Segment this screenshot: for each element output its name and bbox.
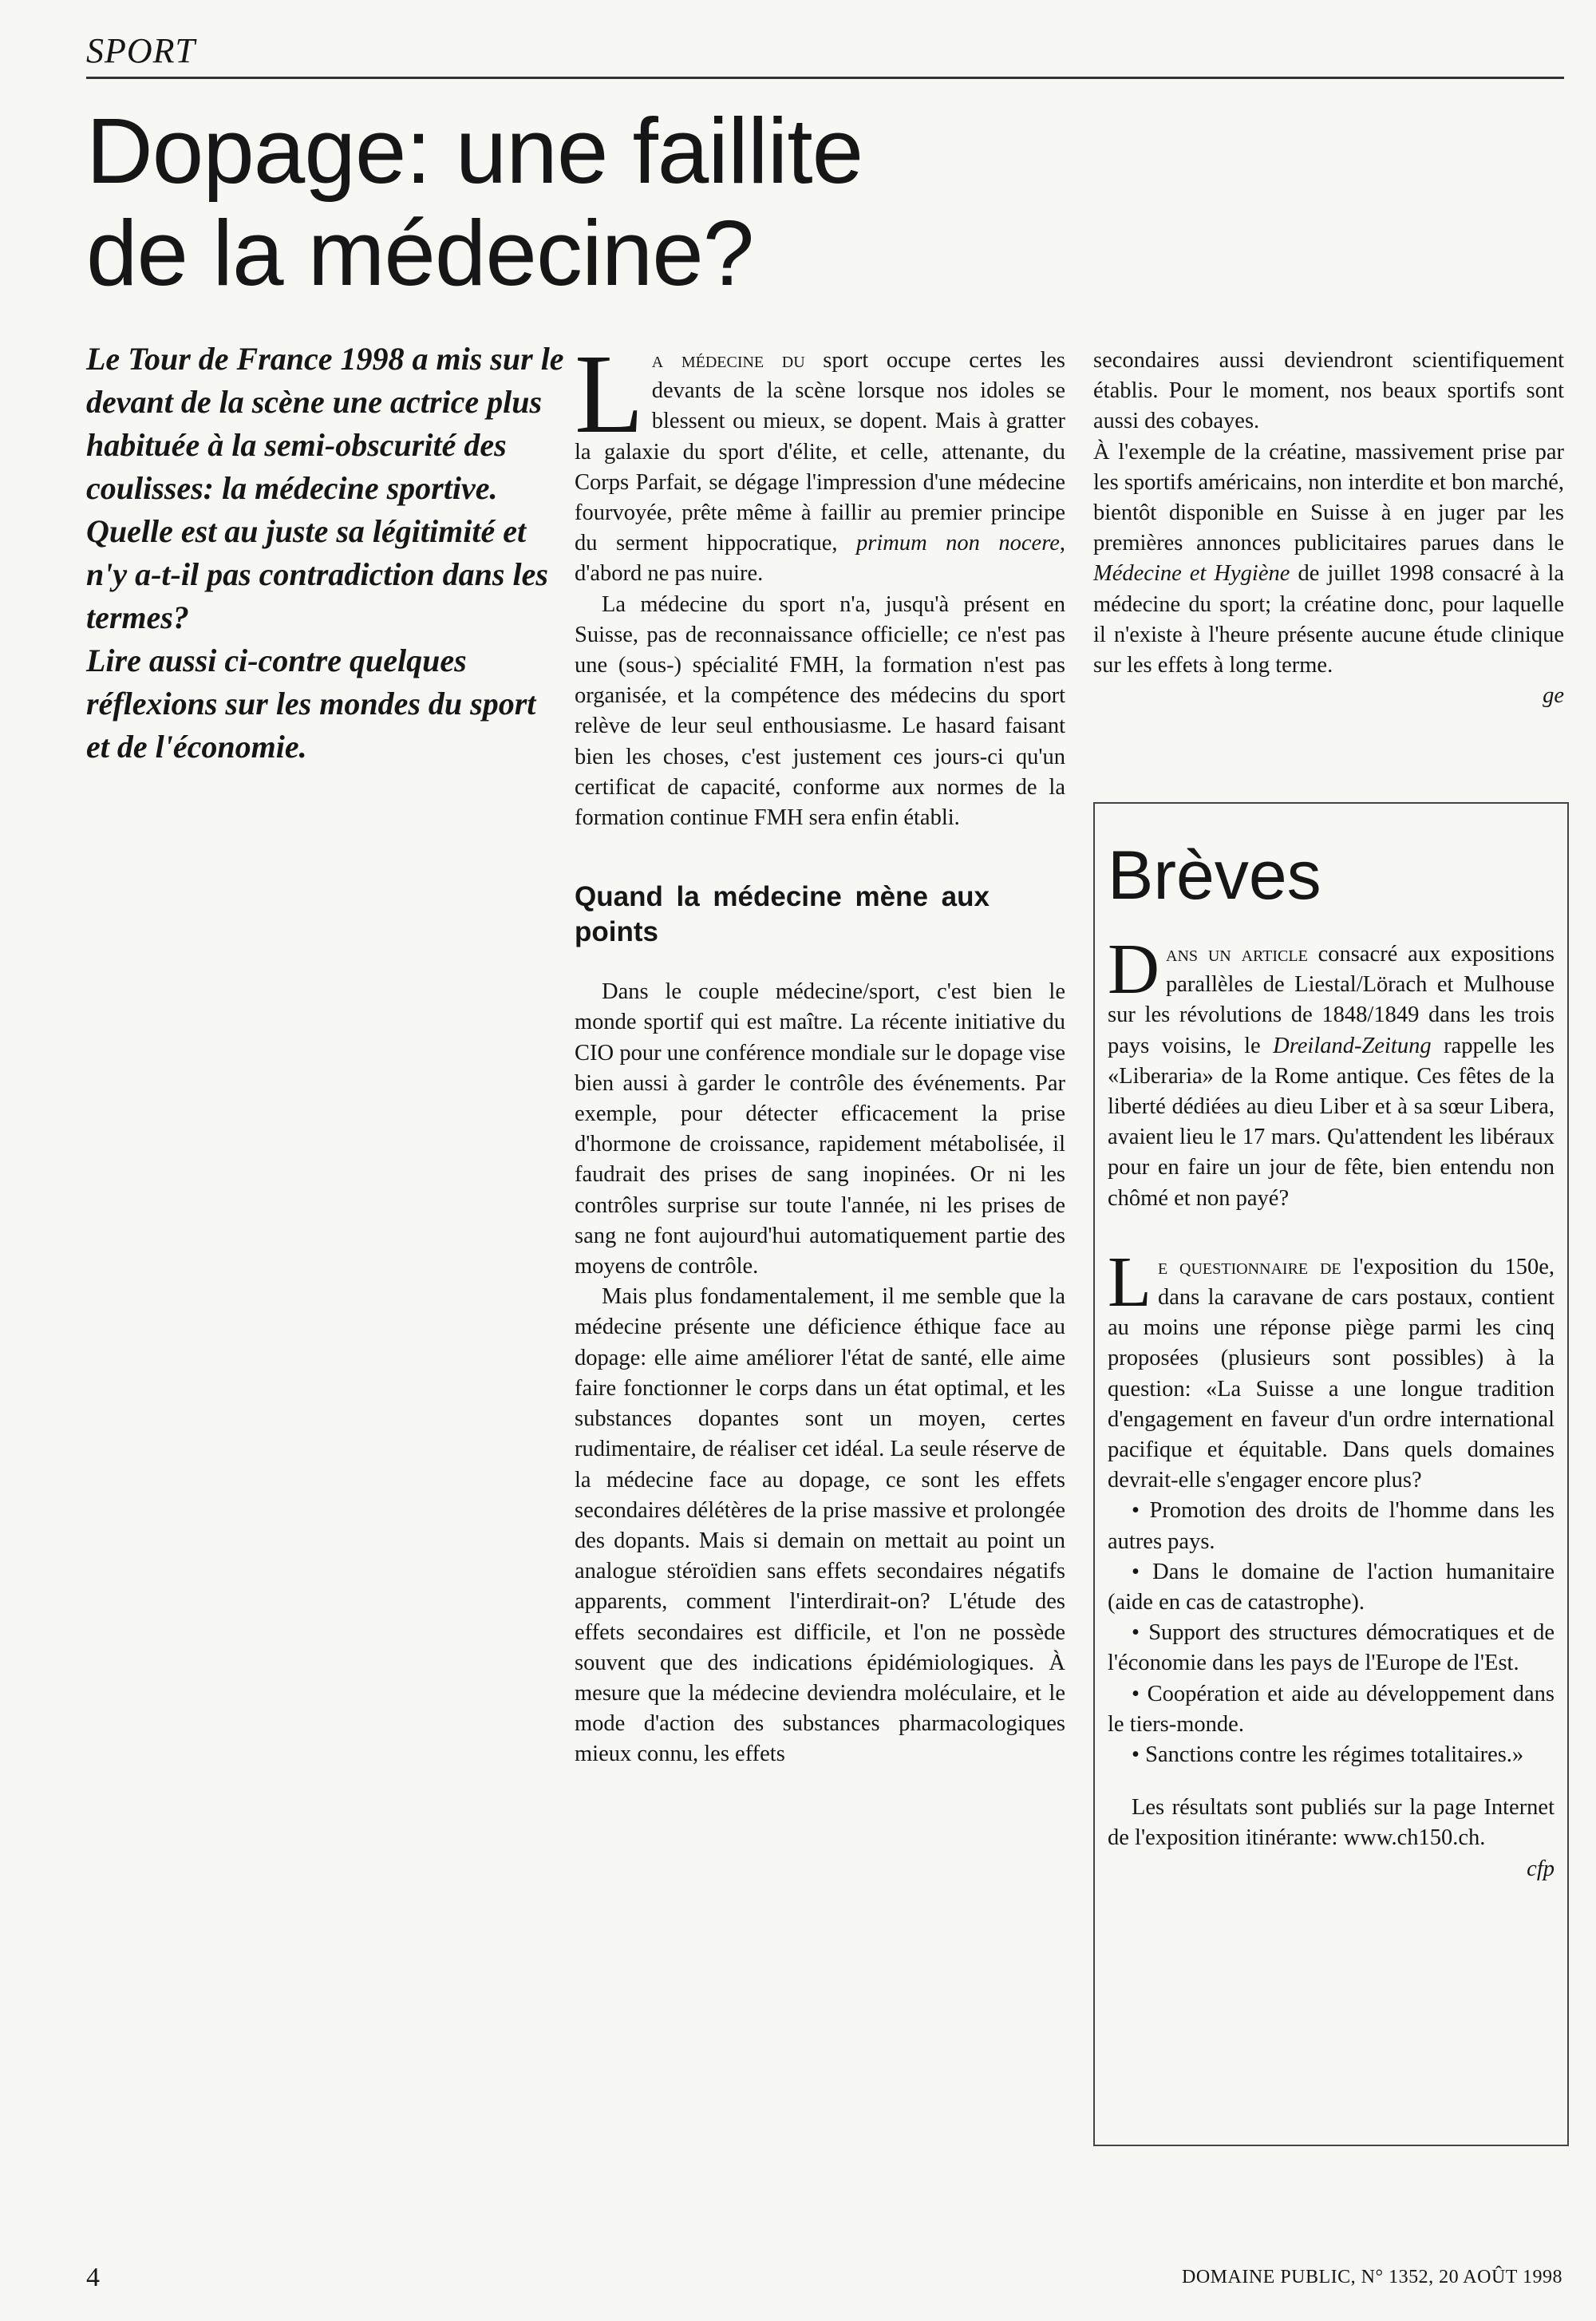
breve-item bbox=[1108, 1242, 1555, 1497]
title-line-2: de la médecine? bbox=[86, 201, 754, 305]
lead-smallcaps: a médecine du bbox=[651, 348, 805, 373]
title-line-1: Dopage: une faillite bbox=[86, 99, 863, 203]
article-paragraph: La médecine du sport n'a, jusqu'à présent en Suisse, pas de reconnaissance officielle; ce n'est pas une (sous-) spécialité FMH, la formation n'est pas organisée, et la compétence des médecins du sport relève de leur seul enthousiasme. Le hasard faisant bien les choses, c'est justement ces jours-ci qu'un certificat de capacité, conforme aux normes de la formation continue FMH sera enfin établi. bbox=[575, 591, 1065, 831]
section-rubric: SPORT bbox=[86, 31, 196, 70]
bullet-item: • Promotion des droits de l'homme dans les autres pays. bbox=[1108, 1498, 1555, 1554]
article-paragraph: secondaires aussi deviendront scientifiquement établis. Pour le moment, nos beaux sportifs sont aussi des cobayes. bbox=[1093, 348, 1564, 434]
paragraph-text: de juillet 1998 consacré à la médecine du sport; la créatine donc, pour laquelle il n'existe à l'heure présente aucune étude clinique sur les effets à long terme. bbox=[1093, 561, 1564, 678]
paragraph-text: l'exposition du 150e, dans la caravane de cars postaux, contient au moins une réponse piège parmi les cinq proposées (plusieurs sont possibles) à la question: «La Suisse a une longue tradition d'engagement en faveur d'un ordre international pacifique et équitable. Dans quels domaines devrait-elle s'engager encore plus? bbox=[1108, 1254, 1555, 1493]
bullet-item: • Sanctions contre les régimes totalitaires.» bbox=[1132, 1742, 1524, 1768]
paragraph-text: consacré aux expositions parallèles de Liestal/Lörach et Mulhouse sur les révolutions de 1848/1849 dans les trois pays voisins, le bbox=[1108, 942, 1555, 1058]
latin-phrase: primum non nocere bbox=[856, 531, 1060, 556]
breves-title: Brèves bbox=[1108, 837, 1321, 914]
article-subheading: Quand la médecine mène aux points bbox=[575, 881, 990, 948]
intro-paragraph: Quelle est au juste sa légitimité et n'y a-t-il pas contradiction dans les termes? bbox=[86, 513, 548, 635]
intro-chapeau bbox=[86, 338, 565, 769]
drop-cap: L bbox=[575, 330, 644, 457]
paragraph-text: rappelle les «Liberaria» de la Rome antique. Ces fêtes de la liberté dédiées au dieu Liber et à sa sœur Libera, avaient lieu le 17 mars. Qu'attendent les libéraux pour en faire un jour de fête, bien entendu non chômé et non payé? bbox=[1108, 1033, 1555, 1211]
bullet-item: • Support des structures démocratiques et de l'économie dans les pays de l'Europe de l'Est. bbox=[1108, 1620, 1555, 1676]
breve-closing: Les résultats sont publiés sur la page Internet de l'exposition itinérante: www.ch150.ch. bbox=[1108, 1795, 1555, 1851]
breves-box bbox=[1093, 802, 1569, 2146]
spacer bbox=[1108, 1214, 1555, 1252]
article-paragraph: Dans le couple médecine/sport, c'est bien le monde sportif qui est maître. La récente initiative du CIO pour une conférence mondiale sur le dopage vise bien aussi à garder le contrôle des événements. Par exemple, pour détecter efficacement la prise d'hormone de croissance, rapidement métabolisée, il faudrait des prises de sang inopinées. Or ni les contrôles surprise sur toute l'année, ni les prises de sang ne font aujourd'hui automatiquement partie des moyens de contrôle. bbox=[575, 979, 1065, 1279]
page-number: 4 bbox=[86, 2263, 100, 2292]
article-column-2 bbox=[575, 330, 1065, 1770]
spacer bbox=[1108, 1770, 1555, 1793]
paragraph-text: , d'abord ne pas nuire. bbox=[575, 531, 1065, 587]
paragraph-text: sport occupe certes les devants de la scène lorsque nos idoles se blessent ou mieux, se dopent. Mais à gratter la galaxie du sport d'élite, et celle, attenante, du Corps Parfait, se dégage l'impression d'une médecine fourvoyée, prête même à faillir au premier principe du serment hippocratique, bbox=[575, 348, 1065, 556]
article-column-3 bbox=[1093, 346, 1564, 711]
journal-title: Médecine et Hygiène bbox=[1093, 561, 1290, 587]
lead-smallcaps: ans un article bbox=[1166, 942, 1308, 967]
article-paragraph bbox=[575, 330, 1065, 590]
journal-title: Dreiland-Zeitung bbox=[1273, 1033, 1432, 1058]
lead-smallcaps: e questionnaire de bbox=[1157, 1254, 1341, 1279]
article-paragraph bbox=[1093, 437, 1564, 682]
paragraph-text: À l'exemple de la créatine, massivement prise par les sportifs américains, non interdite et bon marché, bientôt disponible en Suisse à en juger par les premières annonces publicitaires parues dans le bbox=[1093, 439, 1564, 556]
intro-paragraph: Lire aussi ci-contre quelques réflexions sur les mondes du sport et de l'économie. bbox=[86, 643, 536, 765]
drop-cap: L bbox=[1108, 1242, 1152, 1322]
breve-item bbox=[1108, 930, 1555, 1214]
author-signature: ge bbox=[1543, 683, 1564, 709]
bullet-item: • Coopération et aide au développement dans le tiers-monde. bbox=[1108, 1681, 1555, 1737]
bullet-item: • Dans le domaine de l'action humanitaire (aide en cas de catastrophe). bbox=[1108, 1559, 1555, 1615]
author-signature: cfp bbox=[1527, 1856, 1555, 1881]
publication-info: DOMAINE PUBLIC, N° 1352, 20 AOÛT 1998 bbox=[1182, 2267, 1562, 2287]
article-paragraph: Mais plus fondamentalement, il me semble que la médecine présente une déficience éthique face au dopage: elle aime améliorer l'état de santé, elle aime faire fonctionner le corps dans un état optimal, et les substances dopantes sont un moyen, certes rudimentaire, de réaliser cet idéal. La seule réserve de la médecine face au dopage, ce sont les effets secondaires délétères de la prise massive et prolongée des dopants. Mais si demain on mettait au point un analogue stéroïdien sans effets secondaires négatifs apparents, comment l'interdirait-on? L'étude des effets secondaires est difficile, et l'on ne possède souvent que des indications épidémiologiques. À mesure que la médecine deviendra moléculaire, et le mode d'action des substances pharmacologiques mieux connu, les effets bbox=[575, 1284, 1065, 1767]
header-rule bbox=[86, 77, 1564, 79]
drop-cap: D bbox=[1108, 930, 1159, 1009]
intro-paragraph: Le Tour de France 1998 a mis sur le devant de la scène une actrice plus habituée à la semi-obscurité des coulisses: la médecine sportive. bbox=[86, 341, 564, 506]
page-title bbox=[86, 100, 1124, 304]
